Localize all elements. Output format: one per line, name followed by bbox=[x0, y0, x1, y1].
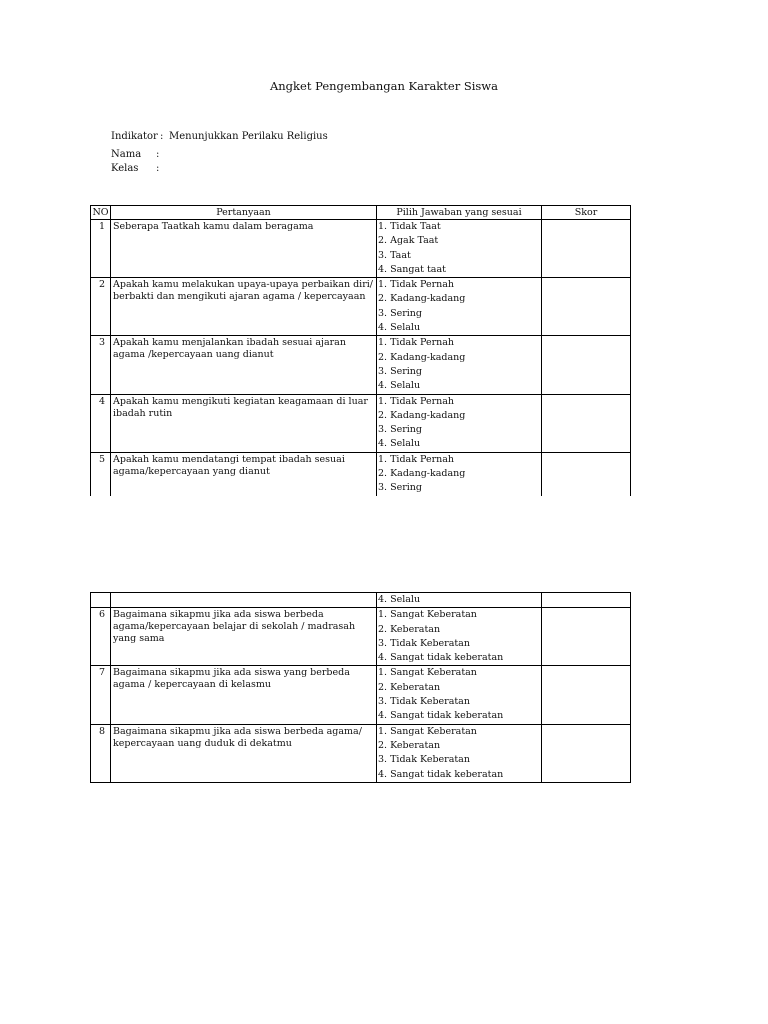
cell-question: Bagaimana sikapmu jika ada siswa yang berbeda agama / kepercayaan di kelasmu bbox=[111, 666, 377, 724]
answer-option: 2. Kadang-kadang bbox=[378, 468, 466, 480]
answer-option: 1. Sangat Keberatan bbox=[378, 667, 477, 679]
nama-separator: : bbox=[156, 149, 160, 160]
table-row bbox=[91, 220, 631, 278]
cell-score[interactable] bbox=[542, 452, 631, 495]
cell-question: Seberapa Taatkah kamu dalam beragama bbox=[111, 220, 377, 278]
answer-option: 2. Agak Taat bbox=[378, 235, 439, 247]
cell-question: Apakah kamu melakukan upaya-upaya perbaikan diri/ berbakti dan mengikuti ajaran agama / kepercayaan bbox=[111, 278, 377, 336]
table-header-row bbox=[91, 206, 631, 220]
cell-score[interactable] bbox=[542, 608, 631, 666]
header-pertanyaan: Pertanyaan bbox=[111, 206, 377, 220]
cell-question: Bagaimana sikapmu jika ada siswa berbeda agama/ kepercayaan uang duduk di dekatmu bbox=[111, 724, 377, 782]
cell-options bbox=[377, 452, 542, 495]
answer-option: 2. Kadang-kadang bbox=[378, 293, 466, 305]
cell-score[interactable] bbox=[542, 220, 631, 278]
answer-option: 3. Sering bbox=[378, 424, 422, 436]
answer-option: 3. Tidak Keberatan bbox=[378, 637, 470, 649]
table-row bbox=[91, 724, 631, 782]
answer-option: 3. Tidak Keberatan bbox=[378, 754, 470, 766]
answer-option: 3. Sering bbox=[378, 482, 422, 494]
table-row bbox=[91, 666, 631, 724]
table-row bbox=[91, 394, 631, 452]
answer-option: 1. Tidak Pernah bbox=[378, 453, 455, 465]
cell-no: 6 bbox=[91, 608, 111, 666]
table-row bbox=[91, 452, 631, 495]
answer-option: 2. Keberatan bbox=[378, 681, 441, 693]
cell-question: Apakah kamu mengikuti kegiatan keagamaan di luar ibadah rutin bbox=[111, 394, 377, 452]
cell-options bbox=[377, 220, 542, 278]
answer-option: 4. Selalu bbox=[378, 322, 421, 334]
answer-option: 1. Sangat Keberatan bbox=[378, 725, 477, 737]
answer-option: 1. Tidak Pernah bbox=[378, 395, 455, 407]
answer-option: 4. Sangat tidak keberatan bbox=[378, 768, 504, 780]
answer-option: 3. Sering bbox=[378, 307, 422, 319]
answer-option: 1. Tidak Taat bbox=[378, 221, 441, 232]
answer-option: 4. Selalu bbox=[378, 438, 421, 450]
answer-option: 4. Selalu bbox=[378, 380, 421, 392]
cell-question: Apakah kamu mendatangi tempat ibadah sesuai agama/kepercayaan yang dianut bbox=[111, 452, 377, 495]
answer-option: 1. Tidak Pernah bbox=[378, 279, 455, 291]
answer-option: 3. Sering bbox=[378, 365, 422, 377]
indikator-value: Menunjukkan Perilaku Religius bbox=[169, 131, 328, 142]
cell-options bbox=[377, 666, 542, 724]
answer-option: 3. Taat bbox=[378, 249, 411, 261]
answer-option: 4. Selalu bbox=[378, 594, 421, 605]
kelas-label: Kelas bbox=[111, 163, 139, 174]
kelas-separator: : bbox=[156, 163, 160, 174]
cell-score[interactable] bbox=[542, 394, 631, 452]
answer-option: 2. Kadang-kadang bbox=[378, 409, 466, 421]
cell-no: 1 bbox=[91, 220, 111, 278]
cell-question: Bagaimana sikapmu jika ada siswa berbeda agama/kepercayaan belajar di sekolah / madrasah yang sama bbox=[111, 608, 377, 666]
cell-score[interactable] bbox=[542, 278, 631, 336]
cell-score[interactable] bbox=[542, 593, 631, 608]
answer-option: 4. Sangat tidak keberatan bbox=[378, 652, 504, 664]
answer-option: 2. Kadang-kadang bbox=[378, 351, 466, 363]
cell-no bbox=[91, 593, 111, 608]
answer-option: 4. Sangat taat bbox=[378, 263, 446, 275]
indikator-label: Indikator bbox=[111, 131, 158, 142]
answer-option: 1. Sangat Keberatan bbox=[378, 609, 477, 621]
cell-question: Apakah kamu menjalankan ibadah sesuai ajaran agama /kepercayaan uang dianut bbox=[111, 336, 377, 394]
cell-score[interactable] bbox=[542, 666, 631, 724]
table-row bbox=[91, 278, 631, 336]
cell-no: 8 bbox=[91, 724, 111, 782]
cell-score[interactable] bbox=[542, 724, 631, 782]
cell-options bbox=[377, 608, 542, 666]
cell-no: 4 bbox=[91, 394, 111, 452]
questionnaire-table bbox=[90, 205, 631, 496]
cell-no: 2 bbox=[91, 278, 111, 336]
cell-options bbox=[377, 593, 542, 608]
answer-option: 2. Keberatan bbox=[378, 739, 441, 751]
table-row-continuation bbox=[91, 593, 631, 608]
cell-no: 5 bbox=[91, 452, 111, 495]
header-pilihan: Pilih Jawaban yang sesuai bbox=[377, 206, 542, 220]
table-row bbox=[91, 336, 631, 394]
questionnaire-table-continued bbox=[90, 592, 631, 783]
cell-question bbox=[111, 593, 377, 608]
answer-option: 4. Sangat tidak keberatan bbox=[378, 710, 504, 722]
cell-score[interactable] bbox=[542, 336, 631, 394]
cell-no: 7 bbox=[91, 666, 111, 724]
answer-option: 1. Tidak Pernah bbox=[378, 337, 455, 349]
header-no: NO bbox=[92, 207, 109, 218]
cell-options bbox=[377, 336, 542, 394]
cell-options bbox=[377, 394, 542, 452]
header-skor: Skor bbox=[542, 206, 631, 220]
cell-options bbox=[377, 724, 542, 782]
answer-option: 3. Tidak Keberatan bbox=[378, 696, 470, 708]
table-row bbox=[91, 608, 631, 666]
cell-options bbox=[377, 278, 542, 336]
indikator-separator: : bbox=[160, 131, 164, 142]
document-title: Angket Pengembangan Karakter Siswa bbox=[269, 79, 499, 93]
cell-no: 3 bbox=[91, 336, 111, 394]
answer-option: 2. Keberatan bbox=[378, 623, 441, 635]
nama-label: Nama bbox=[111, 149, 142, 160]
